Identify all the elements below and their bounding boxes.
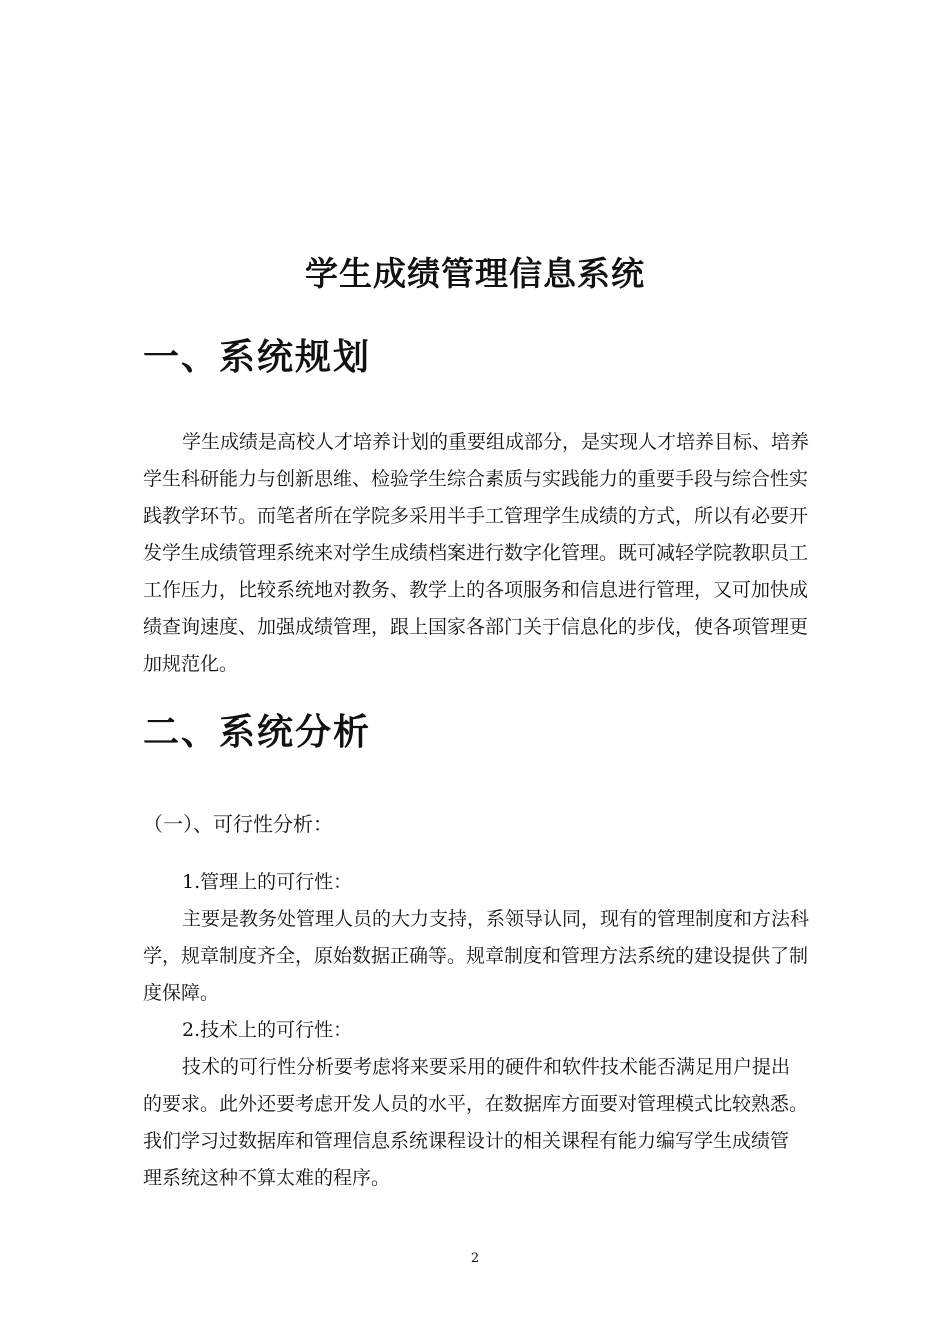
paragraph-line: 加规范化。 xyxy=(143,653,239,675)
paragraph-line: 学生科研能力与创新思维、检验学生综合素质与实践能力的重要手段与综合性实 xyxy=(143,468,809,490)
item-title-management: 1.管理上的可行性： xyxy=(182,871,353,893)
paragraph-line: 的要求。此外还要考虑开发人员的水平，在数据库方面要对管理模式比较熟悉。 xyxy=(143,1093,809,1115)
item-title-technical: 2.技术上的可行性： xyxy=(182,1019,353,1041)
paragraph-line: 学生成绩是高校人才培养计划的重要组成部分，是实现人才培养目标、培养 xyxy=(182,431,810,453)
paragraph-line: 技术的可行性分析要考虑将来要采用的硬件和软件技术能否满足用户提出 xyxy=(182,1056,791,1078)
paragraph-line: 工作压力，比较系统地对教务、教学上的各项服务和信息进行管理，又可加快成 xyxy=(143,579,809,601)
paragraph-line: 发学生成绩管理系统来对学生成绩档案进行数字化管理。既可减轻学院教职员工 xyxy=(143,542,809,564)
paragraph-line: 我们学习过数据库和管理信息系统课程设计的相关课程有能力编写学生成绩管 xyxy=(143,1130,790,1152)
paragraph-line: 度保障。 xyxy=(143,982,220,1004)
subsection-heading-feasibility: （一）、可行性分析： xyxy=(143,812,333,836)
paragraph-line: 理系统这种不算太难的程序。 xyxy=(143,1167,391,1189)
page-number: 2 xyxy=(470,1251,480,1266)
document-title: 学生成绩管理信息系统 xyxy=(305,254,645,293)
paragraph-line: 践教学环节。而笔者所在学院多采用半手工管理学生成绩的方式，所以有必要开 xyxy=(143,505,809,527)
paragraph-line: 主要是教务处管理人员的大力支持，系领导认同，现有的管理制度和方法科 xyxy=(182,908,810,930)
paragraph-line: 学，规章制度齐全，原始数据正确等。规章制度和管理方法系统的建设提供了制 xyxy=(143,945,809,967)
section-heading-planning: 一、系统规划 xyxy=(143,336,372,378)
section-heading-analysis: 二、系统分析 xyxy=(143,711,372,753)
paragraph-line: 绩查询速度、加强成绩管理，跟上国家各部门关于信息化的步伐，使各项管理更 xyxy=(143,616,809,638)
